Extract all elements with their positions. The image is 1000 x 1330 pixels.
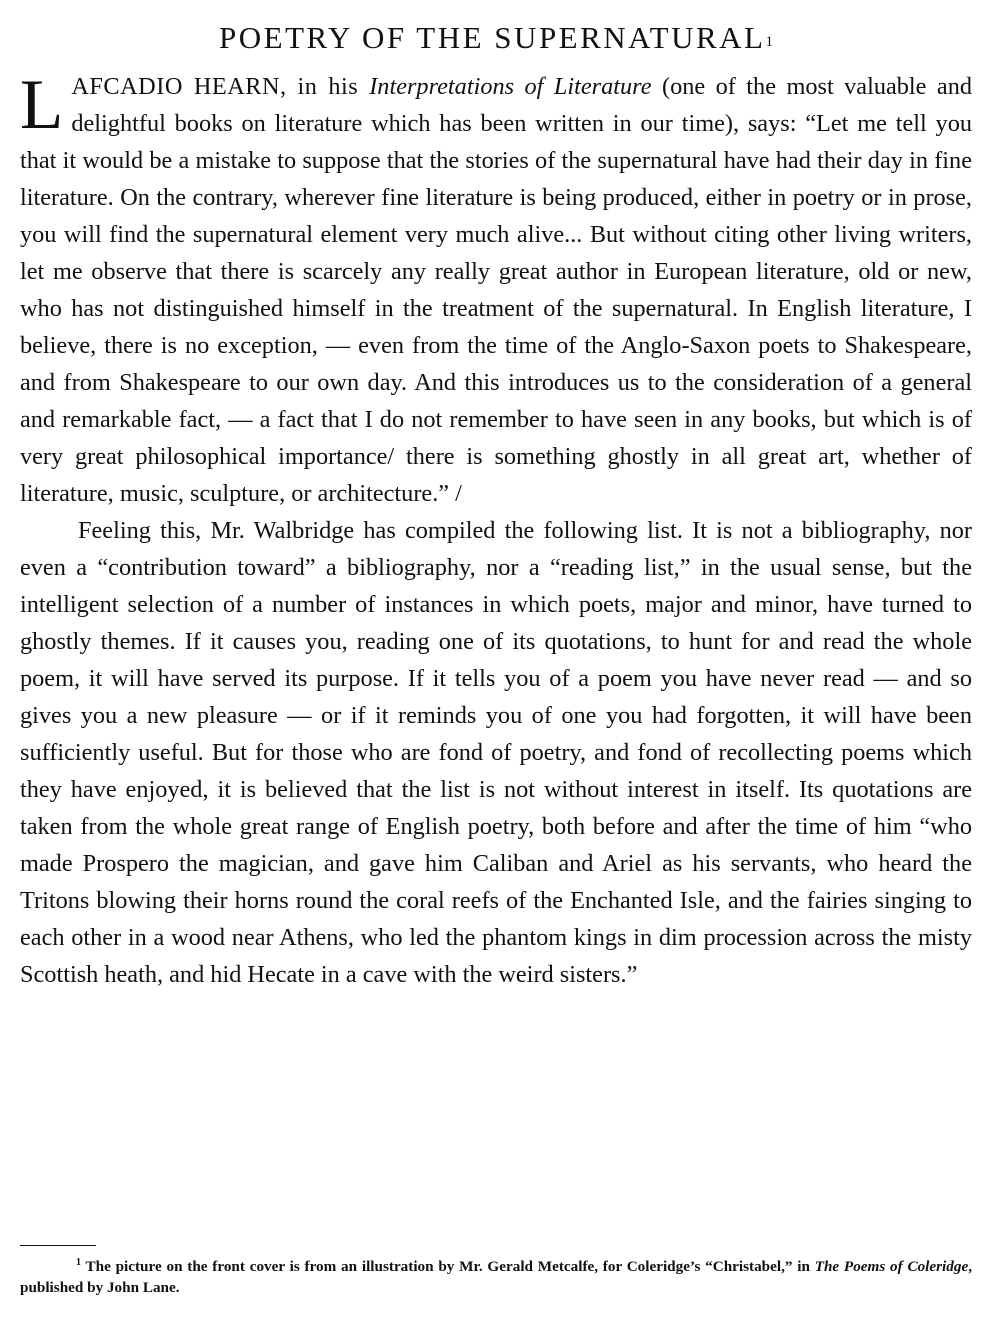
paragraph-1-lead: AFCADIO HEARN, in his (71, 73, 370, 100)
paragraph-1-rest: (one of the most valuable and delightful books on literature which has been written in our time), says: “Let me tell you that it would be a mistake to suppose that the stories of the supernatural have had their day in fine literature. On the contrary, wherever fine literature is being produced, either in poetry or in prose, you will find the supernatural element very much alive... But without citing other living writers, let me observe that there is scarcely any really great author in European literature, old or new, who has not distinguished himself in the treatment of the supernatural. In English literature, I believe, there is no exception, — even from the time of the Anglo-Saxon poets to Shakespeare, and from Shakespeare to our own day. And this introduces us to the consideration of a general and remarkable fact, — a fact that I do not remember to have seen in any books, but which is of very great philosophical importance/ there is something ghostly in all great art, whether of literature, music, sculpture, or architecture.” / (20, 73, 972, 507)
title-footnote-mark: 1 (765, 34, 773, 50)
drop-cap: L (20, 66, 64, 144)
footnote-text-before: The picture on the front cover is from an illustration by Mr. Gerald Metcalfe, for Coleridge’s “Christabel,” in (85, 1258, 815, 1276)
book-title-interpretations: Interpretations of Literature (369, 73, 652, 100)
footnote-rule (20, 1245, 96, 1246)
paragraph-1 (20, 68, 972, 512)
body-text (20, 68, 972, 993)
footnote (20, 1252, 972, 1298)
page-title-text: POETRY OF THE SUPERNATURAL (219, 20, 766, 55)
paragraph-2: Feeling this, Mr. Walbridge has compiled the following list. It is not a bibliography, nor even a “contribution toward” a bibliography, nor a “reading list,” in the usual sense, but the intelligent selection of a number of instances in which poets, major and minor, have turned to ghostly themes. If it causes you, reading one of its quotations, to hunt for and read the whole poem, it will have served its purpose. If it tells you of a poem you have never read — and so gives you a new pleasure — or if it reminds you of one you had forgotten, it will have been sufficiently useful. But for those who are fond of poetry, and fond of recollecting poems which they have enjoyed, it is believed that the list is not without interest in itself. Its quotations are taken from the whole great range of English poetry, both before and after the time of him “who made Prospero the magician, and gave him Caliban and Ariel as his servants, who heard the Tritons blowing their horns round the coral reefs of the Enchanted Isle, and the fairies singing to each other in a wood near Athens, who led the phantom kings in dim procession across the misty Scottish heath, and hid Hecate in a cave with the weird sisters.” (20, 517, 972, 988)
footnote-mark: 1 (76, 1257, 81, 1268)
document-page (20, 18, 972, 993)
footnote-text-after: , published by John Lane. (20, 1258, 972, 1297)
page-title (20, 18, 972, 58)
footnote-book-title: The Poems of Coleridge (814, 1258, 969, 1276)
